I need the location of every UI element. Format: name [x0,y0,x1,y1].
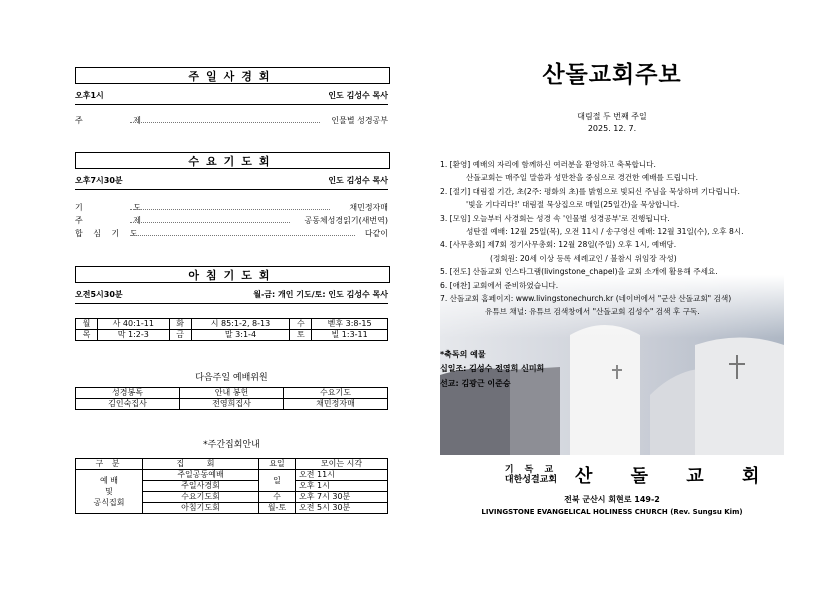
morning-time: 오전5시30분 [75,290,123,299]
table-cell: 목 [76,330,98,341]
sunday-theme-label: 주 제 [75,116,165,125]
table-row [76,330,388,341]
table-cell: 빌 1:3-11 [312,330,388,341]
next-week-title: 다음주일 예배위원 [195,373,268,383]
offering-line: 십일조: 김성수 전영희 신미희 [440,364,545,373]
table-cell: 채민정자매 [284,399,388,410]
denomination-top: 기 독 교 [504,465,558,475]
table-cell: 전영희집사 [180,399,284,410]
notice-list [440,158,744,319]
table-row [76,459,388,470]
notice-item: '빛을 기다리다!' 대림절 묵상집으로 매일(25일간)을 묵상합니다. [466,200,680,210]
table-cell: 주일공동예배 [143,470,259,481]
table-header: 성경봉독 [76,388,180,399]
table-header: 안내 봉헌 [180,388,284,399]
church-name: 산 돌 교 회 [575,466,776,487]
denomination-bottom: 대한성결교회 [504,475,558,485]
wednesday-time: 오후7시30분 [75,176,123,185]
leader-dots [130,222,290,223]
table-cell: 수요기도회 [143,492,259,503]
table-cell: 시 85:1-2, 8-13 [191,319,290,330]
table-cell: 월-토 [259,503,296,514]
wednesday-row-label: 기 도 [75,203,165,212]
notice-item: 산돌교회는 매주일 말씀과 성만찬을 중심으로 경건한 예배를 드립니다. [466,173,699,183]
table-cell: 주일사경회 [143,481,259,492]
notice-item: 5. [전도] 산돌교회 인스타그램(livingstone_chapel)을 교회 소개에 활용해 주세요. [440,267,718,277]
reading-table [75,318,388,341]
wednesday-row-value: 다같이 [364,229,388,238]
table-cell: 수 [259,492,296,503]
table-cell: 벧후 3:8-15 [312,319,388,330]
table-row [76,388,388,399]
notice-item: 성탄절 예배: 12월 25일(목), 오전 11시 / 송구영신 예배: 12월 31일(수), 오후 8시. [466,226,744,236]
table-cell: 말 3:1-4 [191,330,290,341]
table-cell: 수 [290,319,312,330]
table-cell: 아침기도회 [143,503,259,514]
table-cell: 김인숙집사 [76,399,180,410]
wednesday-title: 수요기도회 [75,152,390,169]
offering-line: 선교: 김광근 이준승 [440,379,511,388]
table-cell: 월 [76,319,98,330]
sunday-time: 오후1시 [75,91,104,100]
notice-item: 7. 산돌교회 홈페이지: www.livingstonechurch.kr (네이버에서 "군산 산돌교회" 검색) [440,293,732,303]
sunday-theme-value: 인물별 성경공부 [331,116,388,125]
wednesday-row-label: 주 제 [75,216,165,225]
wednesday-leader: 인도 김성수 목사 [328,176,388,185]
table-header: 수요기도 [284,388,388,399]
table-row [76,399,388,410]
morning-leader: 월-금: 개인 기도/토: 인도 김성수 목사 [253,290,388,299]
table-header: 구 분 [76,459,143,470]
morning-info [75,289,388,300]
morning-title: 아침기도회 [75,266,390,283]
offering-title: *축독의 예물 [440,350,486,359]
wednesday-row-value: 공동체성경읽기(새번역) [304,216,388,225]
notice-item: 2. [절기] 대림절 기간, 초(2주: 평화의 초)를 밝힘으로 빛되신 주님을 묵상하며 기다립니다. [440,186,740,196]
wednesday-row-value: 채민정자매 [349,203,388,212]
divider [75,303,388,304]
table-row [76,319,388,330]
wednesday-info [75,175,388,186]
bulletin-date: 2025. 12. 7. [587,124,637,133]
table-header: 요일 [259,459,296,470]
sunday-info [75,90,388,101]
table-cell: 오전 5시 30분 [296,503,388,514]
table-header: 모이는 시각 [296,459,388,470]
notice-item: 3. [모임] 오늘부터 사경회는 성경 속 '인물별 성경공부'로 진행됩니다. [440,213,670,223]
table-cell: 금 [169,330,191,341]
services-title: *주간집회안내 [203,440,260,450]
notice-item: (정회원: 20세 이상 등록 세례교인 / 불참시 위임장 작성) [490,253,677,263]
notice-item: 유튜브 채널: 유튜브 검색창에서 "산돌교회 김성수" 검색 후 구독. [485,307,700,317]
sunday-title: 주일사경회 [75,67,390,84]
table-cell: 화 [169,319,191,330]
notice-item: 6. [애찬] 교회에서 준비하였습니다. [440,280,559,290]
table-cell: 오후 7시 30분 [296,492,388,503]
church-english-name: LIVINGSTONE EVANGELICAL HOLINESS CHURCH (Rev. Sungsu Kim) [481,508,743,516]
notice-item: 1. [환영] 예배의 자리에 함께하신 여러분을 환영하고 축복합니다. [440,160,656,169]
divider [75,189,388,190]
table-cell: 일 [259,470,296,492]
table-cell: 막 1:2-3 [97,330,169,341]
table-cell: 토 [290,330,312,341]
bulletin-subtitle: 대림절 두 번째 주일 [577,112,647,121]
table-cell: 오후 1시 [296,481,388,492]
bulletin-title: 산돌교회주보 [542,62,682,88]
table-header: 집 회 [143,459,259,470]
divider [75,104,388,105]
services-category: 예 배 및 공식집회 [76,470,143,514]
notice-item: 4. [사무총회] 제7회 정기사무총회: 12월 28일(주일) 오후 1시, 예배당. [440,240,677,250]
services-table [75,458,388,514]
table-cell: 사 40:1-11 [97,319,169,330]
wednesday-row-label: 합 심 기 도 [75,229,142,238]
leader-dots [130,122,320,123]
church-address: 전북 군산시 회현로 149-2 [564,495,660,504]
table-row [76,470,388,481]
sunday-leader: 인도 김성수 목사 [328,91,388,100]
table-cell: 오전 11시 [296,470,388,481]
next-week-table [75,387,388,410]
